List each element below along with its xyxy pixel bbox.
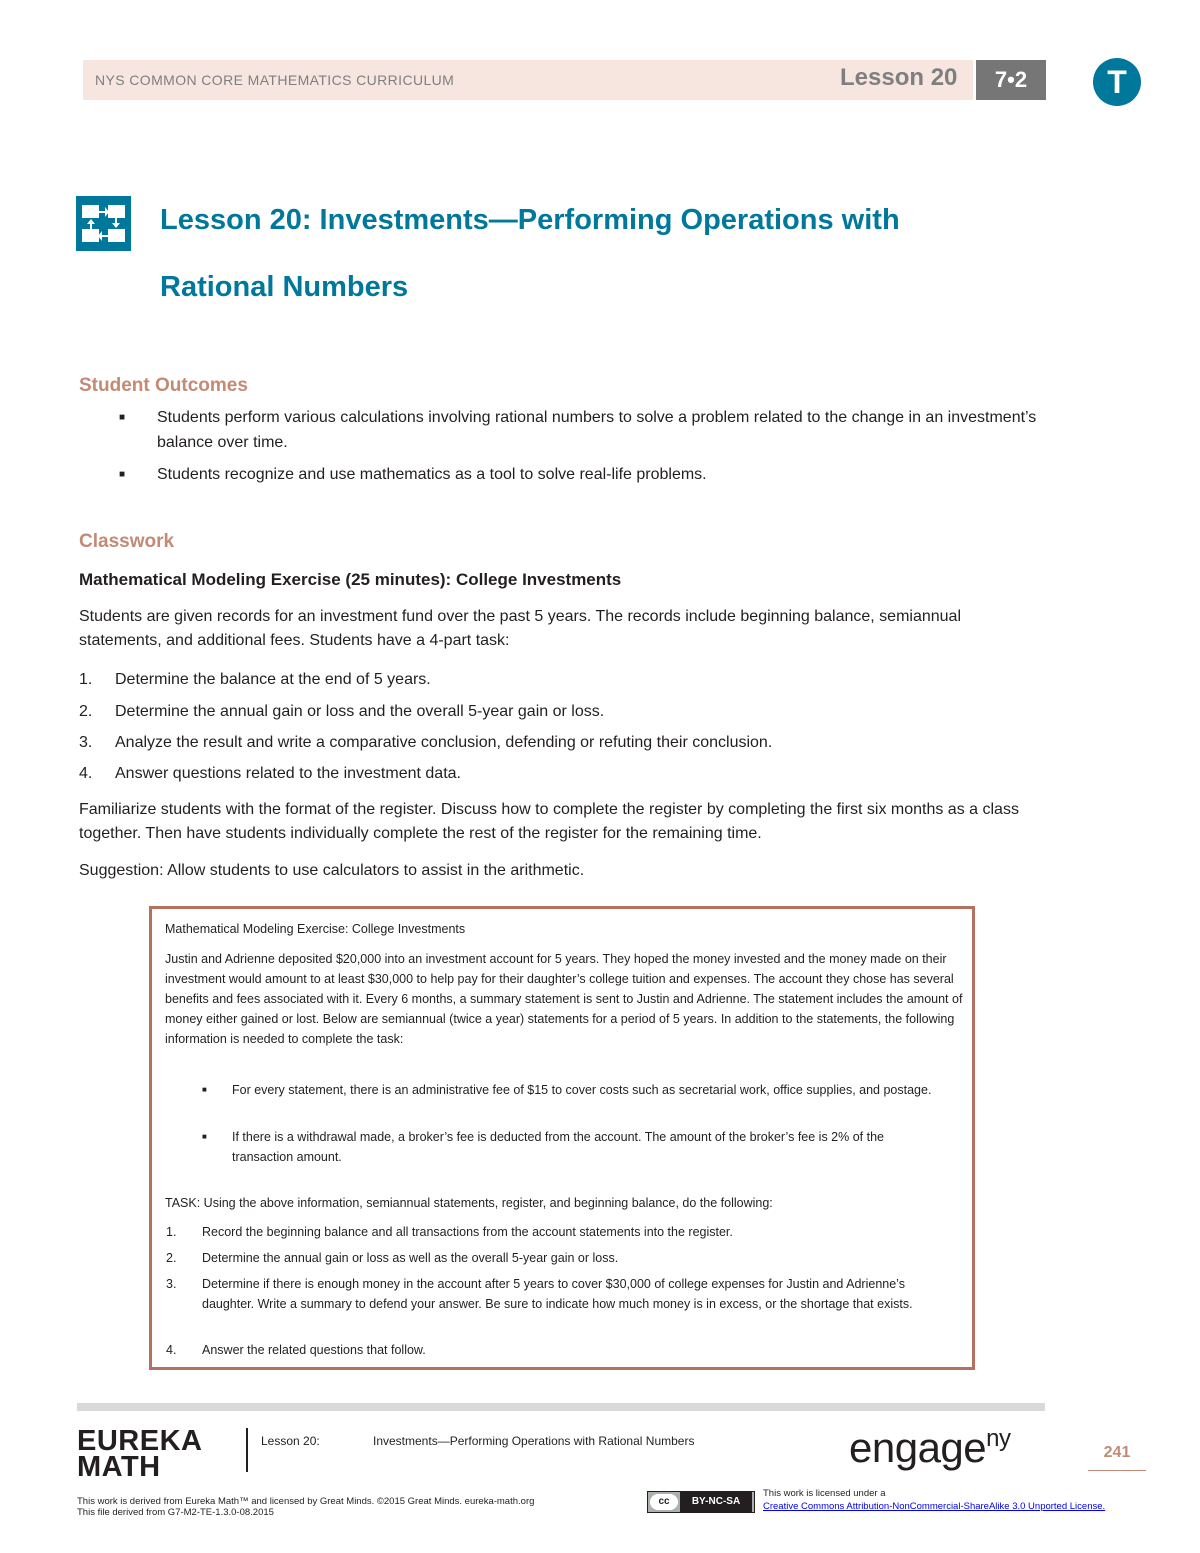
footer-divider <box>77 1403 1045 1411</box>
step-text: Analyze the result and write a comparative conclusion, defending or refuting their conclusion. <box>115 734 773 751</box>
eureka-logo-line-1: EUREKA <box>77 1425 203 1457</box>
box-title: Mathematical Modeling Exercise: College Investments <box>165 922 466 936</box>
intro-paragraph: Students are given records for an investment fund over the past 5 years. The records include beginning balance, semiannual statements, and additional fees. Students have a 4-part task: <box>79 608 962 649</box>
box-task-text: Record the beginning balance and all transactions from the account statements into the register. <box>202 1225 733 1239</box>
footer-source-line-2: This file derived from G7-M2-TE-1.3.0-08.2015 <box>77 1507 274 1518</box>
engage-word: engage <box>849 1424 987 1471</box>
footer-lesson-title: Investments—Performing Operations with Rational Numbers <box>373 1434 695 1448</box>
bullet-square-icon: ■ <box>119 469 126 480</box>
eureka-logo-line-2: MATH <box>77 1451 161 1483</box>
box-task-item <box>166 1248 942 1268</box>
box-task-item <box>166 1274 942 1314</box>
box-task-text: Answer the related questions that follow. <box>202 1343 426 1357</box>
box-task-number: 4. <box>166 1343 177 1357</box>
step-number: 2. <box>79 703 93 720</box>
exercise-heading: Mathematical Modeling Exercise (25 minutes): College Investments <box>79 570 622 589</box>
footer-lesson: Lesson 20: <box>261 1434 320 1448</box>
outcome-item <box>119 405 1037 455</box>
page-number-underline <box>1088 1470 1146 1471</box>
lesson-title-line-1: Lesson 20: Investments—Performing Operations with <box>160 204 900 236</box>
box-paragraph: Justin and Adrienne deposited $20,000 into an investment account for 5 years. They hoped the money invested and the money made on their investment would amount to at least $30,000 to help pay for their daughter’s college tuition and expenses. The account they chose has several benefits and fees associated with it. Every 6 months, a summary statement is sent to Justin and Adrienne. The statement includes the amount of money either gained or lost. Below are semiannual (twice a year) statements for a period of 5 years. In addition to the statements, the following information is needed to complete the task: <box>165 952 963 1046</box>
cc-badge-text: BY-NC-SA <box>680 1492 752 1512</box>
box-bullet-text: For every statement, there is an administrative fee of $15 to cover costs such as secretarial work, office supplies, and postage. <box>232 1083 932 1097</box>
footer-vertical-rule <box>246 1428 248 1472</box>
ny-superscript: ny <box>986 1425 1011 1452</box>
eureka-math-logo <box>77 1425 203 1483</box>
teacher-badge: T <box>1093 58 1141 106</box>
classwork-heading: Classwork <box>79 531 175 552</box>
box-task-text: Determine the annual gain or loss as well as the overall 5-year gain or loss. <box>202 1251 619 1265</box>
step-number: 3. <box>79 734 93 751</box>
step-number: 4. <box>79 765 93 782</box>
box-task-intro: TASK: Using the above information, semiannual statements, register, and beginning balance, do the following: <box>165 1196 773 1210</box>
outcome-text: Students perform various calculations involving rational numbers to solve a problem related to the change in an investment’s balance over time. <box>157 409 1037 451</box>
modeling-cycle-icon <box>76 196 131 251</box>
box-bullet <box>202 1080 932 1100</box>
box-task-number: 2. <box>166 1251 177 1265</box>
box-task-number: 3. <box>166 1277 177 1291</box>
step-text: Determine the balance at the end of 5 years. <box>115 671 431 688</box>
grade-module-badge: 7•2 <box>976 60 1046 100</box>
step-number: 1. <box>79 671 93 688</box>
student-outcomes-heading: Student Outcomes <box>79 375 248 396</box>
cc-license-badge[interactable] <box>647 1491 755 1513</box>
task-step <box>79 762 461 786</box>
task-step <box>79 700 605 724</box>
step-text: Determine the annual gain or loss and the overall 5-year gain or loss. <box>115 703 605 720</box>
curriculum-label: NYS COMMON CORE MATHEMATICS CURRICULUM <box>95 72 455 88</box>
header-lesson: Lesson 20 <box>840 64 958 91</box>
outcome-text: Students recognize and use mathematics as a tool to solve real-life problems. <box>157 466 707 483</box>
engageny-logo <box>849 1424 1011 1472</box>
step-text: Answer questions related to the investment data. <box>115 765 461 782</box>
cc-icon: cc <box>650 1494 678 1510</box>
box-task-item <box>166 1340 942 1360</box>
outcome-item <box>119 462 1037 487</box>
task-step <box>79 668 431 692</box>
bullet-square-icon: ■ <box>119 412 126 423</box>
bullet-square-icon: ■ <box>202 1132 207 1141</box>
task-step <box>79 731 773 755</box>
footer-source-line-1: This work is derived from Eureka Math™ and licensed by Great Minds. ©2015 Great Minds. eureka-math.org <box>77 1496 535 1507</box>
lesson-title-line-2: Rational Numbers <box>160 271 409 303</box>
box-task-item <box>166 1222 942 1242</box>
license-link[interactable]: Creative Commons Attribution-NonCommercial-ShareAlike 3.0 Unported License. <box>763 1501 1106 1512</box>
familiarize-paragraph: Familiarize students with the format of the register. Discuss how to complete the register by completing the first six months as a class together. Then have students individually complete the rest of the register for the remaining time. <box>79 801 1019 842</box>
box-task-number: 1. <box>166 1225 177 1239</box>
bullet-square-icon: ■ <box>202 1085 207 1094</box>
suggestion-paragraph: Suggestion: Allow students to use calculators to assist in the arithmetic. <box>79 862 585 879</box>
box-bullet-text: If there is a withdrawal made, a broker’s fee is deducted from the account. The amount of the broker’s fee is 2% of the transaction amount. <box>232 1130 884 1164</box>
box-task-text: Determine if there is enough money in the account after 5 years to cover $30,000 of college expenses for Justin and Adrienne’s daughter. Write a summary to defend your answer. Be sure to indicate how much money is in excess, or the shortage that exists. <box>202 1277 913 1311</box>
exercise-box <box>149 906 975 1370</box>
box-bullet <box>202 1127 932 1167</box>
license-text: This work is licensed under a <box>763 1488 886 1499</box>
page-number: 241 <box>1103 1444 1131 1461</box>
